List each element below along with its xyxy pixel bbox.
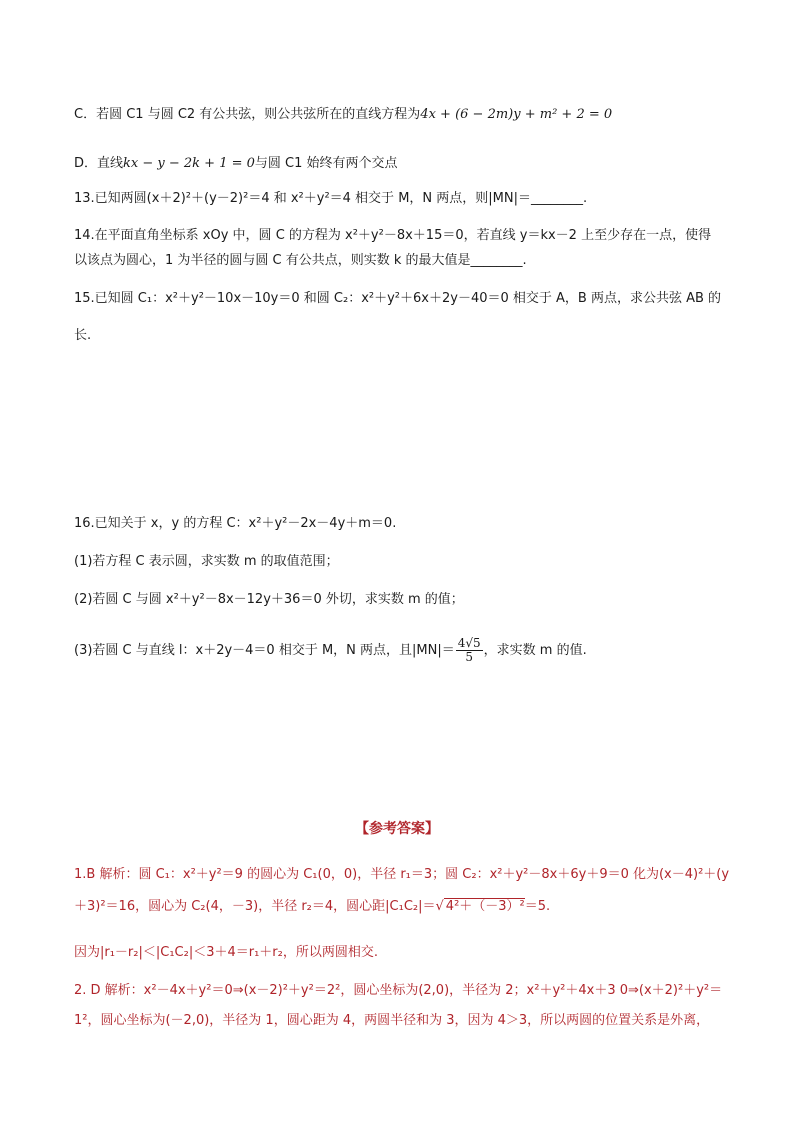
answer-1-line-1: 1.B 解析：圆 C₁：x²＋y²＝9 的圆心为 C₁(0，0)，半径 r₁＝3；圆 C₂：x²＋y²－8x＋6y＋9＝0 化为(x－4)²＋(y — [74, 867, 730, 882]
answer-1-line-2-suffix: ＝5. — [524, 899, 551, 914]
answers-title: 【参考答案】 — [355, 821, 439, 837]
answer-1-line-2: ＋3)²＝16，圆心为 C₂(4，－3)，半径 r₂＝4，圆心距|C₁C₂|＝√ 4²＋（－3）²＝5. — [74, 899, 551, 914]
answer-2-line-2: 1²，圆心坐标为(－2,0)，半径为 1，圆心距为 4，两圆半径和为 3，因为 4＞3，所以两圆的位置关系是外离， — [74, 1013, 710, 1028]
q12-option-d-suffix: 与圆 C1 始终有两个交点 — [254, 156, 398, 171]
answer-1-line-3: 因为|r₁－r₂|＜|C₁C₂|＜3＋4＝r₁＋r₂，所以两圆相交. — [74, 945, 378, 960]
question-16-part-1: (1)若方程 C 表示圆，求实数 m 的取值范围； — [74, 554, 339, 569]
fraction-numerator: 4√5 — [457, 636, 481, 650]
q12-option-c-equation: 4x + (6 − 2m)y + m² + 2 = 0 — [420, 107, 613, 122]
question-16-part-2: (2)若圆 C 与圆 x²＋y²－8x－12y＋36＝0 外切，求实数 m 的值； — [74, 592, 464, 607]
question-16-part-3 — [74, 637, 587, 664]
question-15-line-2: 长. — [74, 328, 92, 343]
distance-radicand: 4²＋（－3）² — [445, 899, 525, 914]
q12-option-c — [74, 106, 612, 124]
answer-2-line-1: 2. D 解析：x²－4x＋y²＝0⇒(x－2)²＋y²＝2²，圆心坐标为(2,0)，半径为 2；x²＋y²＋4x＋3 0⇒(x＋2)²＋y²＝ — [74, 983, 723, 998]
question-14-line-2: 以该点为圆心，1 为半径的圆与圆 C 有公共点，则实数 k 的最大值是________. — [74, 253, 527, 268]
question-16-stem: 16.已知关于 x，y 的方程 C：x²＋y²－2x－4y＋m＝0. — [74, 516, 397, 531]
fraction-denominator: 5 — [465, 650, 474, 664]
answer-1-line-2-prefix: ＋3)²＝16，圆心为 C₂(4，－3)，半径 r₂＝4，圆心距|C₁C₂|＝ — [74, 899, 436, 914]
mn-fraction — [456, 637, 483, 664]
question-15-line-1: 15.已知圆 C₁：x²＋y²－10x－10y＝0 和圆 C₂：x²＋y²＋6x＋2y－40＝0 相交于 A，B 两点，求公共弦 AB 的 — [74, 291, 722, 306]
q12-option-c-text: C．若圆 C1 与圆 C2 有公共弦，则公共弦所在的直线方程为 — [74, 107, 421, 122]
question-16-part-3-suffix: ，求实数 m 的值. — [483, 643, 587, 658]
question-13: 13.已知两圆(x＋2)²＋(y－2)²＝4 和 x²＋y²＝4 相交于 M，N 两点，则|MN|＝________. — [74, 191, 588, 206]
question-16-part-3-prefix: (3)若圆 C 与直线 l：x＋2y－4＝0 相交于 M，N 两点，且|MN|＝ — [74, 643, 455, 658]
q12-option-d-equation: kx − y − 2k + 1 = 0 — [123, 156, 255, 171]
q12-option-d — [74, 155, 398, 173]
q12-option-d-prefix: D．直线 — [74, 156, 124, 171]
question-14-line-1: 14.在平面直角坐标系 xOy 中，圆 C 的方程为 x²＋y²－8x＋15＝0，若直线 y＝kx－2 上至少存在一点，使得 — [74, 228, 712, 243]
